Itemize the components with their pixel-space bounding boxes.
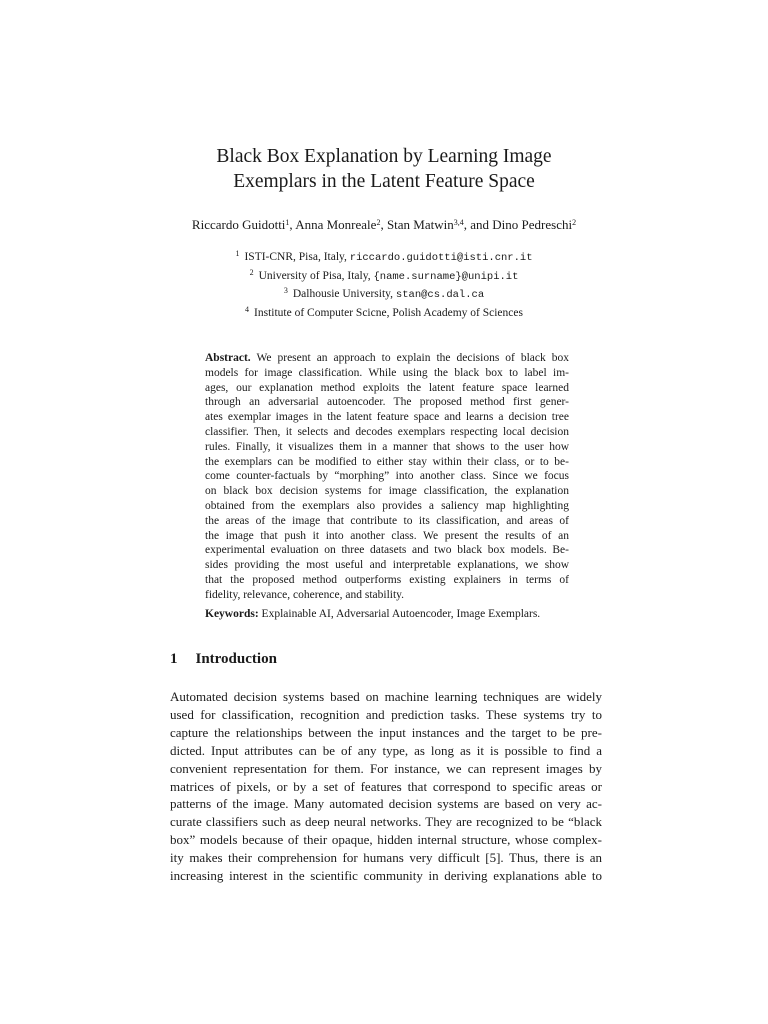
author-affiliation-mark: 2 — [572, 218, 577, 227]
body-line: capture the relationships between the input instances and the target to be pre- — [170, 724, 602, 740]
affiliation-item — [0, 284, 768, 303]
body-line: matrices of pixels, or by a set of features that correspond to specific areas or — [170, 778, 602, 794]
title-line: Exemplars in the Latent Feature Space — [233, 171, 535, 192]
body-line: patterns of the image. Many automated decision systems are based on very ac- — [170, 796, 602, 812]
affiliation-email: riccardo.guidotti@isti.cnr.it — [349, 252, 533, 264]
abstract-line: experimental evaluation on three datasets and two black box models. Be- — [205, 544, 569, 557]
body-line: increasing interest in the scientific community in deriving explanations able to — [170, 868, 602, 884]
affiliation-text: Dalhousie University, — [292, 288, 396, 300]
affiliation-text: Institute of Computer Scicne, Polish Academy of Sciences — [254, 306, 523, 319]
affiliation-text: ISTI-CNR, Pisa, Italy, — [244, 251, 350, 263]
abstract-line: ates exemplar images in the latent feature space and learns a decision tree — [205, 411, 569, 424]
abstract-line: sides providing the most useful and interpretable explanations, we show — [205, 559, 569, 572]
affiliation-number: 1 — [235, 249, 240, 258]
affiliation-number: 3 — [283, 286, 288, 295]
abstract — [205, 351, 569, 603]
abstract-line: fidelity, relevance, coherence, and stability. — [205, 588, 405, 601]
author-affiliation-mark: 2 — [376, 218, 381, 227]
section-heading — [170, 651, 277, 668]
abstract-line: on black box decision systems for image classification, the explanation — [205, 485, 569, 498]
affiliation-email: stan@cs.dal.ca — [395, 289, 485, 301]
abstract-line: that the proposed method outperforms existing explainers in terms of — [205, 573, 569, 586]
author-name: Riccardo Guidotti — [191, 217, 286, 232]
abstract-line: classifier. Then, it selects and decodes exemplars respecting local decision — [205, 425, 569, 438]
abstract-line: through an adversarial autoencoder. The proposed method first gener- — [205, 396, 569, 409]
affiliation-item — [0, 303, 768, 322]
abstract-line: the exemplars can be modified to either stay within their class, or to be- — [205, 455, 569, 468]
body-line: used for classification, recognition and prediction tasks. These systems try to — [170, 706, 602, 722]
affiliation-text: University of Pisa, Italy, — [258, 269, 374, 282]
body-line: Automated decision systems based on machine learning techniques are widely — [170, 689, 602, 704]
body-line: dicted. Input attributes can be of any type, as long as it is possible to find a — [170, 742, 602, 758]
author-list — [0, 217, 768, 233]
abstract-line: the image that push it into another class. We present the results of an — [205, 529, 569, 542]
body-line: curate classifiers such as deep neural networks. They are recognized to be “black — [170, 814, 602, 830]
abstract-line: come counter-factuals by “morphing” into another class. Since we focus — [205, 470, 569, 483]
section-number: 1 — [170, 651, 178, 667]
affiliation-number: 4 — [245, 304, 250, 314]
author-name: Anna Monreale — [295, 217, 377, 232]
title-line: Black Box Explanation by Learning Image — [216, 146, 552, 167]
author-affiliation-mark: 3,4 — [453, 218, 464, 227]
abstract-text: We present an approach to explain the decisions of black box — [256, 352, 570, 364]
keywords — [205, 607, 569, 622]
section-title: Introduction — [195, 651, 277, 667]
keywords-label: Keywords: — [205, 608, 259, 620]
abstract-line — [205, 351, 569, 366]
author-separator: , and — [463, 217, 493, 232]
abstract-line: the areas of the image that contribute to its classification, and areas of — [205, 514, 569, 527]
section-body — [170, 688, 602, 885]
affiliation-item — [0, 247, 768, 266]
body-line: convenient representation for them. For instance, we can represent images by — [170, 760, 602, 776]
affiliation-email: {name.surname}@unipi.it — [373, 270, 519, 283]
abstract-line: rules. Finally, it visualizes them in a manner that shows to the user how — [205, 440, 569, 453]
abstract-line: ages, our explanation method exploits the latent feature space learned — [205, 381, 569, 394]
paper-title — [0, 144, 768, 194]
author-separator: , — [289, 217, 296, 232]
author-name: Stan Matwin — [386, 217, 454, 232]
affiliation-item — [0, 266, 768, 285]
affiliation-number: 2 — [249, 267, 254, 277]
affiliation-list — [0, 247, 768, 321]
keywords-text: Explainable AI, Adversarial Autoencoder, Image Exemplars. — [261, 608, 541, 620]
author-name: Dino Pedreschi — [492, 217, 573, 232]
abstract-line: obtained from the exemplars also provides a saliency map highlighting — [205, 499, 569, 512]
author-separator: , — [380, 217, 387, 232]
body-line: ity makes their comprehension for humans very difficult [5]. Thus, there is an — [170, 850, 602, 866]
abstract-label: Abstract. — [205, 352, 251, 364]
author-affiliation-mark: 1 — [285, 218, 290, 227]
abstract-line: models for image classification. While using the black box to label im- — [205, 366, 569, 379]
body-line: box” models because of their opaque, hidden internal structure, whose complex- — [170, 832, 602, 848]
